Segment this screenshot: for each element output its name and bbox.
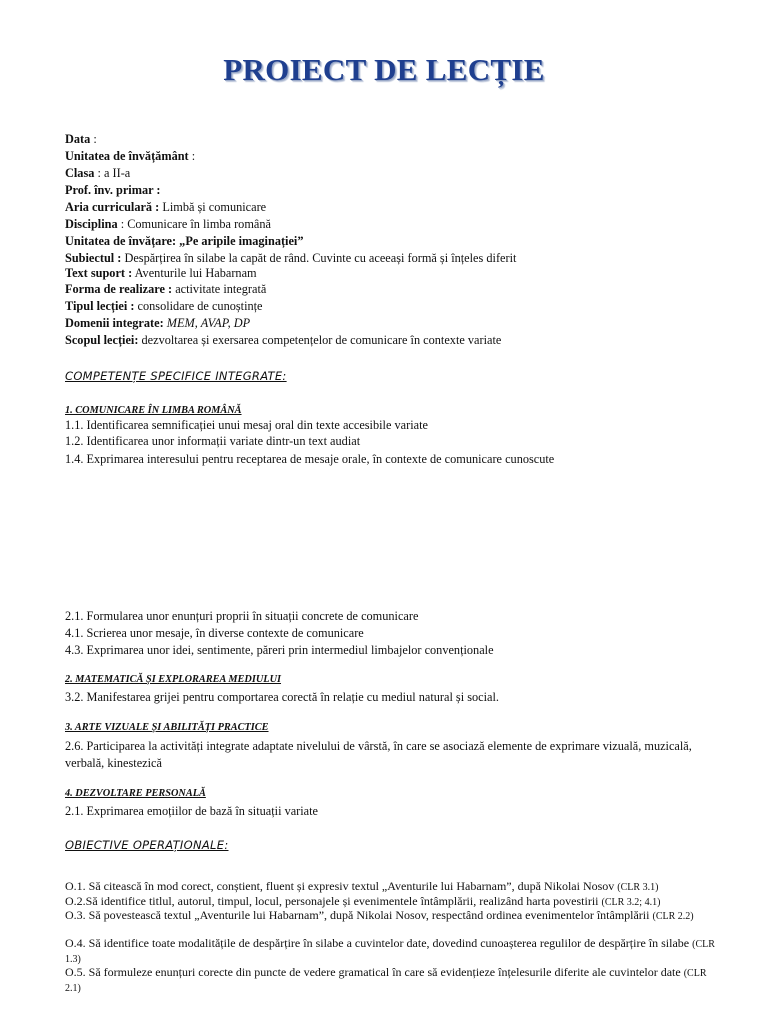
competenta-item: 2.1. Formularea unor enunțuri proprii în situații concrete de comunicare [65,609,419,623]
obiectiv-item: O.3. Să povestească textul „Aventurile lui Habarnam”, după Nikolai Nosov, respectând ordinea evenimentelor întâmplării (CLR 2.2) [65,908,694,922]
competenta-item: 2.6. Participarea la activități integrate adaptate nivelului de vârstă, în care se asociază elemente de exprimare vizuală, muzicală, [65,739,692,753]
competenta-item: 4.1. Scrierea unor mesaje, în diverse contexte de comunicare [65,626,364,640]
competenta-item: 1.4. Exprimarea interesului pentru receptarea de mesaje orale, în contexte de comunicare cunoscute [65,452,555,466]
competenta-item: 1.1. Identificarea semnificației unui mesaj oral din texte accesibile variate [65,418,428,432]
field-tipul-lectiei: Tipul lecției : consolidare de cunoștințe [65,299,263,313]
field-prof: Prof. înv. primar : [65,183,161,197]
competente-heading: COMPETENȚE SPECIFICE INTEGRATE: [65,369,287,383]
field-clasa: Clasa : a II-a [65,166,131,180]
field-data: Data : [65,132,97,146]
page-title: PROIECT DE LECȚIE [223,52,545,87]
field-forma-realizare: Forma de realizare : activitate integrată [65,282,267,296]
competenta-item: 3.2. Manifestarea grijei pentru comportarea corectă în relație cu mediul natural și social. [65,690,499,704]
competenta-item: 1.2. Identificarea unor informații variate dintr-un text audiat [65,434,361,448]
obiectiv-item: O.1. Să citească în mod corect, conștient, fluent și expresiv textul „Aventurile lui Habarnam”, după Nikolai Nosov (CLR 3.1) [65,879,659,893]
field-unitatea-invatare: Unitatea de învățare: „Pe aripile imaginației” [65,234,304,248]
section-heading-comunicare: 1. COMUNICARE ÎN LIMBA ROMÂNĂ [65,405,242,416]
field-text-suport: Text suport : Aventurile lui Habarnam [65,266,257,280]
field-subiectul: Subiectul : Despărțirea în silabe la capăt de rând. Cuvinte cu aceeași formă și înțeles diferit [65,251,517,265]
field-domenii-integrate: Domenii integrate: MEM, AVAP, DP [65,316,251,330]
field-scopul-lectiei: Scopul lecției: dezvoltarea și exersarea competențelor de comunicare în contexte variate [65,333,502,347]
obiectiv-item: O.4. Să identifice toate modalitățile de despărțire în silabe a cuvintelor date, dovedind cunoașterea regulilor de despărțire în silabe (CLR 1.3) [65,936,715,965]
competenta-item: verbală, kinestezică [65,756,162,770]
competenta-item: 2.1. Exprimarea emoțiilor de bază în situații variate [65,804,319,818]
field-disciplina: Disciplina : Comunicare în limba română [65,217,271,231]
field-aria-curriculara: Aria curriculară : Limbă și comunicare [65,200,267,214]
field-unitatea-invatamant: Unitatea de învățământ : [65,149,196,163]
section-heading-arte: 3. ARTE VIZUALE ȘI ABILITĂȚI PRACTICE [65,722,269,733]
obiectiv-item: O.5. Să formuleze enunțuri corecte din puncte de vedere gramatical în care să evidențieze înțelesurile diferite ale cuvintelor date (CLR 2.1) [65,965,707,994]
competenta-item: 4.3. Exprimarea unor idei, sentimente, păreri prin intermediul limbajelor convenționale [65,643,494,657]
obiectiv-item: O.2.Să identifice titlul, autorul, timpul, locul, personajele și evenimentele întâmplării, realizând harta povestirii (CLR 3.2; 4.1) [65,894,661,908]
section-heading-dezvoltare: 4. DEZVOLTARE PERSONALĂ [65,788,206,799]
obiective-heading: OBIECTIVE OPERAȚIONALE: [65,838,229,852]
section-heading-matematica: 2. MATEMATICĂ ȘI EXPLORAREA MEDIULUI [65,674,282,685]
